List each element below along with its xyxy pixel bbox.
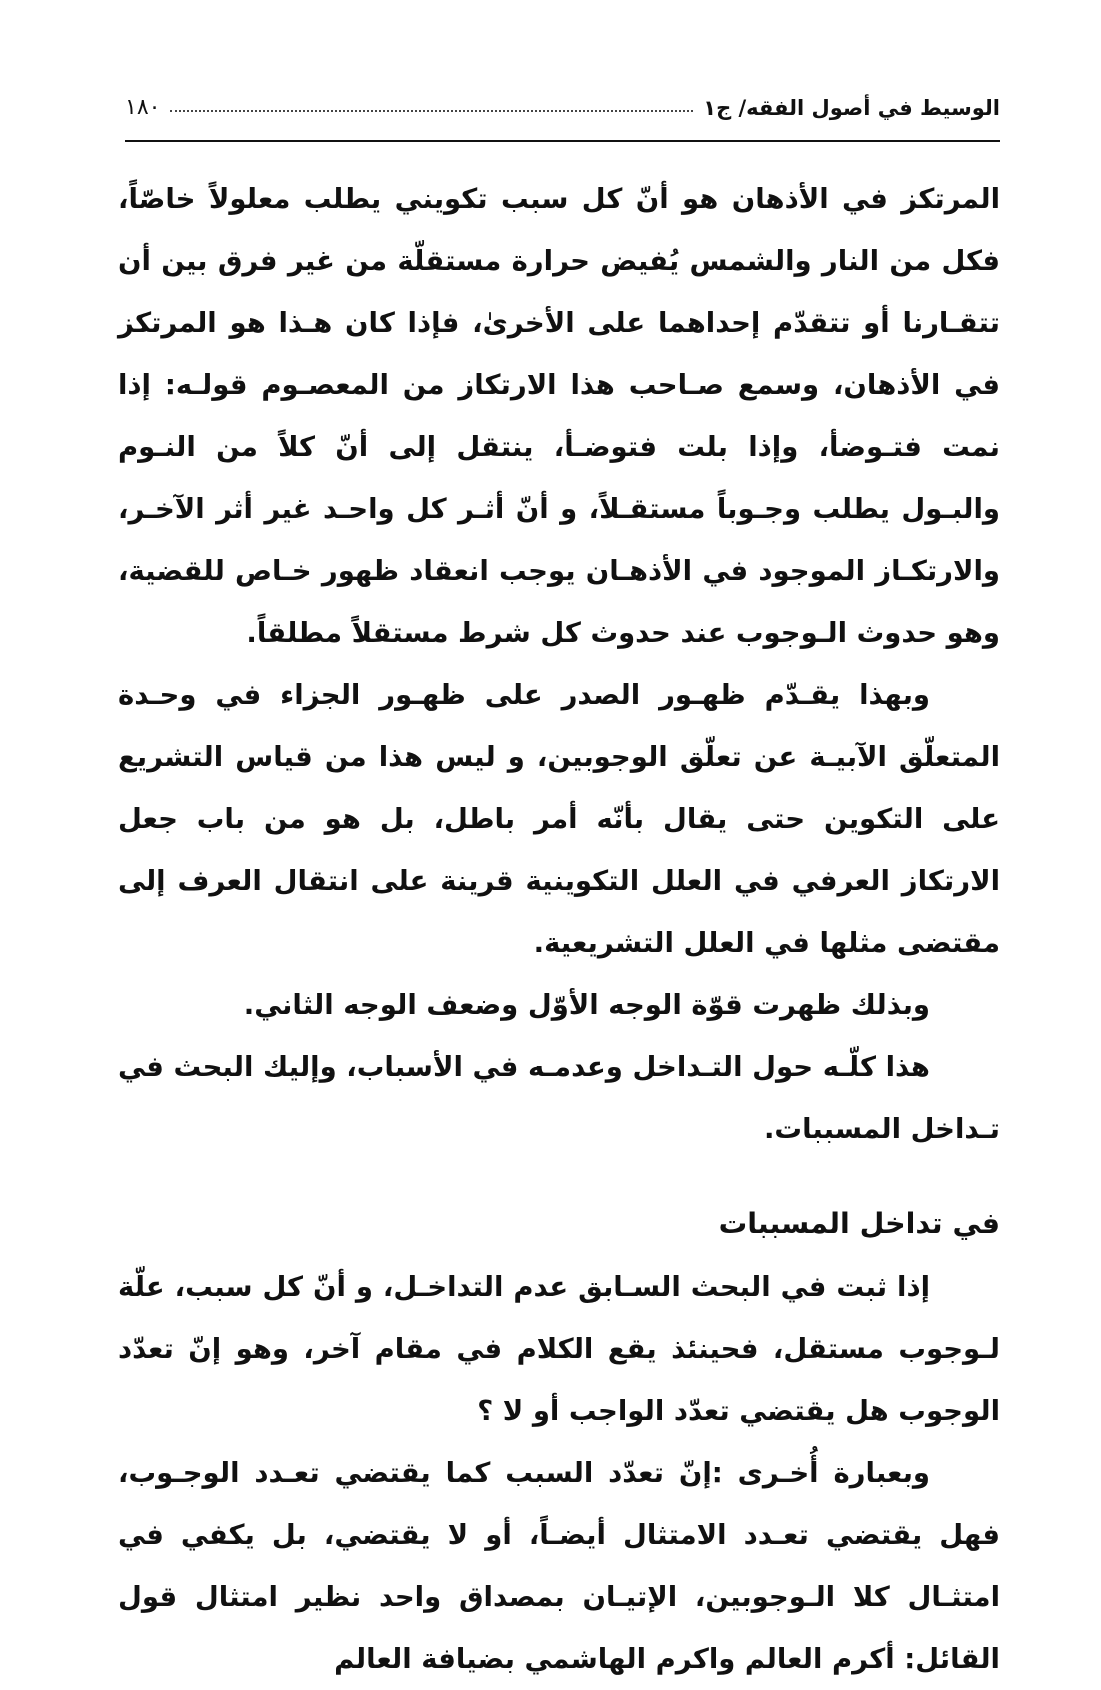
- header-rule: [125, 140, 1000, 142]
- paragraph: وبذلك ظهرت قوّة الوجه الأوّل وضعف الوجه الثاني.: [243, 989, 930, 1021]
- body-text: [118, 168, 1000, 1690]
- section-heading: في تداخل المسببات: [718, 1207, 1000, 1240]
- paragraph: إذا ثبت في البحث السـابق عدم التداخـل، و أنّ كل سبب، علّة لـوجوب مستقل، فحينئذ يقع الكلام في مقام آخر، وهو إنّ تعدّد الوجوب هل يقتضي تعدّد الواجب أو لا ؟: [118, 1271, 1000, 1427]
- header-book-title: الوسيط في أصول الفقه/ ج١: [703, 96, 1000, 120]
- page-number: ١٨٠: [125, 95, 161, 120]
- paragraph: هذا كلّـه حول التـداخل وعدمـه في الأسباب، وإليك البحث في تـداخل المسببات.: [118, 1051, 1000, 1145]
- header-dot-leader: [170, 110, 693, 112]
- paragraph: وبعبارة أُخـرى :إنّ تعدّد السبب كما يقتضي تعـدد الوجـوب، فهل يقتضي تعـدد الامتثال أيضـاً، أو لا يقتضي، بل يكفي في امتثـال كلا الـوجوبين، الإتيـان بمصداق واحد نظير امتثال قول القائل: أكرم العالم واكرم الهاشمي بضيافة العالم: [118, 1457, 1000, 1675]
- running-header: [125, 84, 1000, 120]
- paragraph: وبهذا يقـدّم ظهـور الصدر على ظهـور الجزاء في وحـدة المتعلّق الآبيـة عن تعلّق الوجوبين، و ليس هذا من قياس التشريع على التكوين حتى يقال بأنّه أمر باطل، بل هو من باب جعل الارتكاز العرفي في العلل التكوينية قرينة على انتقال العرف إلى مقتضى مثلها في العلل التشريعية.: [118, 679, 1000, 959]
- paragraph: المرتكز في الأذهان هو أنّ كل سبب تكويني يطلب معلولاً خاصّاً، فكل من النار والشمس يُفيض حرارة مستقلّة من غير فرق بين أن تتقـارنا أو تتقدّم إحداهما على الأخرىٰ، فإذا كان هـذا هو المرتكز في الأذهان، وسمع صـاحب هذا الارتكاز من المعصـوم قولـه: إذا نمت فتـوضأ، وإذا بلت فتوضـأ، ينتقل إلى أنّ كلاً من النـوم والبـول يطلب وجـوباً مستقـلاً، و أنّ أثـر كل واحـد غير أثر الآخـر، والارتكـاز الموجود في الأذهـان يوجب انعقاد ظهور خـاص للقضية، وهو حدوث الـوجوب عند حدوث كل شرط مستقلاً مطلقاً.: [118, 183, 1000, 649]
